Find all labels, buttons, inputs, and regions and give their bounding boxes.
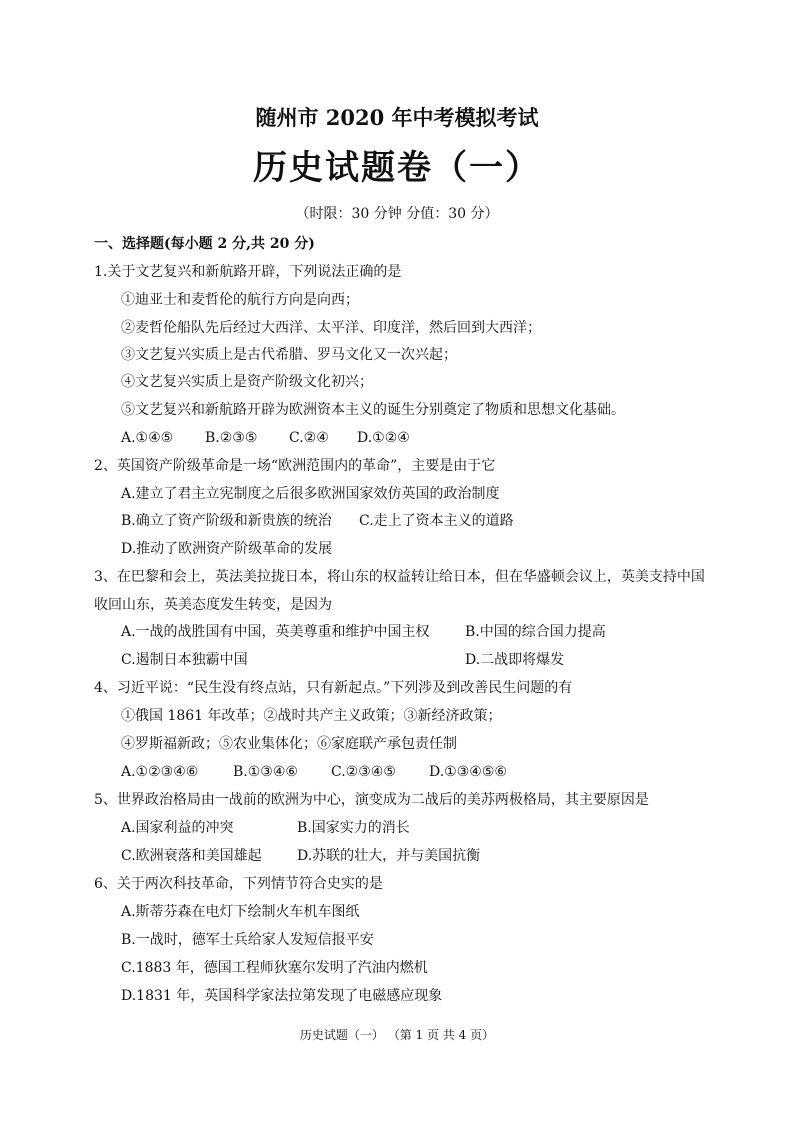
question-1-options [121,428,410,448]
option-d: D.①②④ [357,430,410,446]
question-1-item: ③文艺复兴实质上是古代希腊、罗马文化又一次兴起； [121,347,457,363]
option-c: C.欧洲衰落和美国雄起 [121,848,262,864]
question-4-item: ①俄国 1861 年改革；②战时共产主义政策；③新经济政策； [121,708,502,724]
exam-subtitle: 历史试题卷（一） [253,148,541,188]
option-b: B.国家实力的消长 [297,820,410,836]
page-footer: 历史试题（一） （第 1 页 共 4 页） [299,1028,495,1042]
exam-title: 随州市 2020 年中考模拟考试 [255,105,539,130]
question-1-item: ①迪亚士和麦哲伦的航行方向是向西； [121,292,359,308]
question-3-stem: 3、在巴黎和会上，英法美拉拢日本，将山东的权益转让给日本，但在华盛顿会议上，英美支持中国 [94,569,705,585]
option-c: C.②③④⑤ [331,764,396,780]
question-1-stem: 1.关于文艺复兴和新航路开辟，下列说法正确的是 [94,264,402,280]
option-a: A.国家利益的冲突 [121,820,234,836]
option-b: B.①③④⑥ [233,764,298,780]
option-c: C.②④ [289,430,329,446]
option-a: A.①②③④⑥ [121,764,199,780]
question-4-options [121,762,507,782]
option-d: D.1831 年，英国科学家法拉第发现了电磁感应现象 [121,988,443,1004]
option-a: A.①④⑤ [121,430,174,446]
option-d: D.推动了欧洲资产阶级革命的发展 [121,541,333,557]
exam-time-score: （时限：30 分钟 分值：30 分） [295,206,499,222]
option-c: C.走上了资本主义的道路 [359,513,514,529]
question-3-stem-cont: 收回山东，英美态度发生转变，是因为 [94,597,332,613]
option-c: C.遏制日本独霸中国 [121,652,248,668]
question-1-item: ⑤文艺复兴和新航路开辟为欧洲资本主义的诞生分别奠定了物质和思想文化基础。 [121,402,625,418]
question-4-stem: 4、习近平说：“民生没有终点站，只有新起点。”下列涉及到改善民生问题的有 [94,680,573,696]
option-d: D.苏联的壮大，并与美国抗衡 [297,848,481,864]
question-4-item: ④罗斯福新政；⑤农业集体化；⑥家庭联产承包责任制 [121,736,457,752]
option-b: B.中国的综合国力提高 [465,624,606,640]
option-a: A.一战的战胜国有中国，英美尊重和维护中国主权 [121,624,430,640]
question-1-item: ④文艺复兴实质上是资产阶级文化初兴； [121,374,373,390]
option-b: B.②③⑤ [205,430,258,446]
option-b: B.确立了资产阶级和新贵族的统治 [121,513,332,529]
section-heading: 一、选择题(每小题 2 分,共 20 分) [94,236,315,252]
question-2-stem: 2、英国资产阶级革命是一场“欧洲范围内的革命”，主要是由于它 [94,458,496,474]
question-5-stem: 5、世界政治格局由一战前的欧洲为中心，演变成为二战后的美苏两极格局，其主要原因是 [94,792,649,808]
option-c: C.1883 年，德国工程师狄塞尔发明了汽油内燃机 [121,960,428,976]
option-d: D.①③④⑤⑥ [429,764,507,780]
question-6-stem: 6、关于两次科技革命，下列情节符合史实的是 [94,876,383,892]
option-b: B.一战时，德军士兵给家人发短信报平安 [121,932,374,948]
option-a: A.建立了君主立宪制度之后很多欧洲国家效仿英国的政治制度 [121,486,500,502]
option-d: D.二战即将爆发 [465,652,565,668]
question-1-item: ②麦哲伦船队先后经过大西洋、太平洋、印度洋，然后回到大西洋； [121,320,541,336]
option-a: A.斯蒂芬森在电灯下绘制火车机车图纸 [121,904,360,920]
